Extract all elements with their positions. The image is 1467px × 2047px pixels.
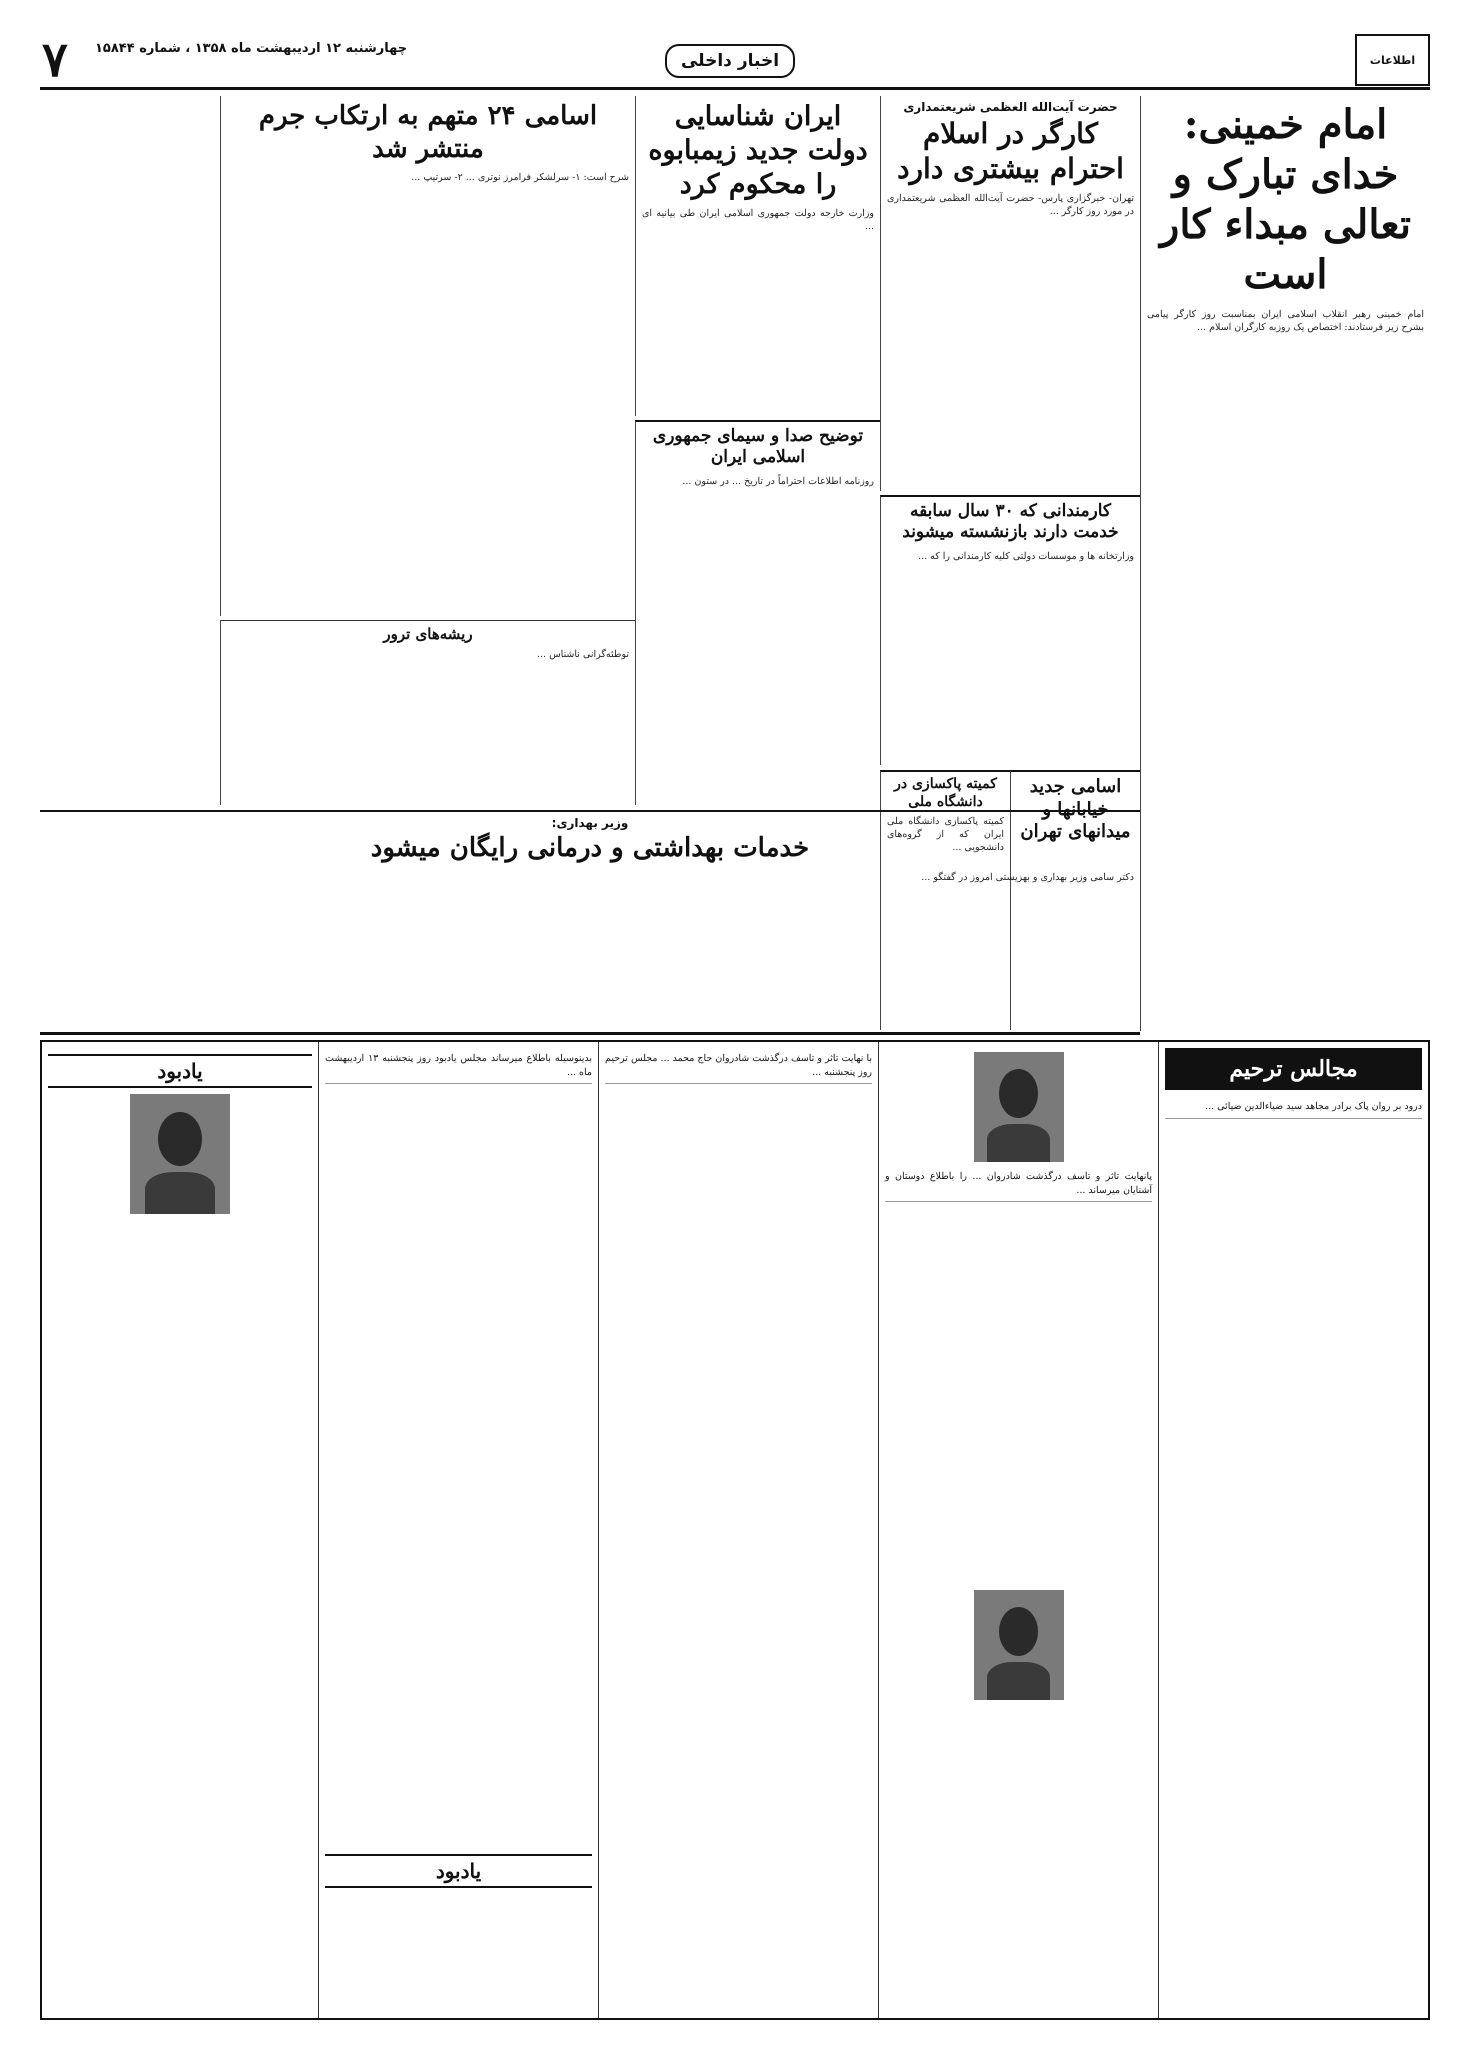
headline-broadcast: توضیح صدا و سیمای جمهوری اسلامی ایران xyxy=(652,426,864,468)
memorial-portrait xyxy=(130,1094,230,1214)
kicker-shariatmadari: حضرت آیت‌الله العظمی شریعتمداری xyxy=(903,100,1118,114)
headline-shariatmadari: کارگر در اسلام احترام بیشتری دارد xyxy=(897,117,1124,185)
recognition-column xyxy=(635,96,880,416)
khomeini-column xyxy=(1140,96,1430,1031)
notice-text-block xyxy=(885,1206,1152,1586)
notices-column-5 xyxy=(42,1042,318,2018)
headline-recognition: ایران شناسایی دولت جدید زیمبابوه را محکوم کرد xyxy=(648,101,868,200)
notice-text-block xyxy=(325,1894,592,1954)
retired-column xyxy=(880,495,1140,765)
headline-terror: ریشه‌های ترور xyxy=(383,625,473,643)
broadcast-column xyxy=(635,420,880,805)
notice-text-block xyxy=(48,1218,312,1958)
retired-body: وزارتخانه ها و موسسات دولتی کلیه کارمندانی را که ... xyxy=(918,550,1134,562)
page-number: ۷ xyxy=(42,32,68,88)
headline-retired: کارمندانی که ۳۰ سال سابقه خدمت دارند بازنشسته میشوند xyxy=(902,501,1119,543)
deceased-portrait xyxy=(974,1052,1064,1162)
headline-health: خدمات بهداشتی و درمانی رایگان میشود xyxy=(370,833,810,863)
headline-university: کمیته پاکسازی در دانشگاه ملی xyxy=(894,776,997,810)
headline-defendants: اسامی ۲۴ متهم به ارتکاب جرم منتشر شد xyxy=(258,101,598,164)
notice-item: پانهایت تاثر و تاسف درگذشت شادروان ... را باطلاع دوستان و آشنایان میرساند ... xyxy=(885,1166,1152,1202)
headline-khomeini: امام خمینی: خدای تبارک و تعالی مبداء کار است xyxy=(1160,101,1411,298)
notice-text-block xyxy=(325,1088,592,1848)
khomeini-body: امام خمینی رهبر انقلاب اسلامی ایران بمناسبت روز کارگر پیامی بشرح زیر فرستادند: اختصاص یک روزبه کارگران اسلام ... xyxy=(1147,309,1424,333)
shariatmadari-body: تهران- خبرگزاری پارس- حضرت آیت‌الله العظمی شریعتمداری در مورد روز کارگر ... xyxy=(887,193,1134,217)
article-text-block xyxy=(227,188,629,588)
terror-body: توطئه‌گرانی ناشناس ... xyxy=(537,648,629,660)
condolence-header: مجالس ترحیم xyxy=(1165,1048,1422,1090)
notice-item: با نهایت تاثر و تاسف درگذشت شادروان حاج محمد ... مجلس ترحیم روز پنجشنبه ... xyxy=(605,1048,872,1084)
article-text-block xyxy=(227,665,629,765)
newspaper-logo: اطلاعات xyxy=(1355,34,1430,86)
shariatmadari-column xyxy=(880,96,1140,491)
notice-text-block xyxy=(885,1704,1152,1944)
kicker-health: وزیر بهداری: xyxy=(551,816,629,830)
terror-column xyxy=(220,620,635,805)
notice-text-block xyxy=(1165,1123,1422,1883)
memorial-header-2: یادبود xyxy=(325,1854,592,1888)
article-text-block xyxy=(1147,338,1424,858)
notice-item: بدینوسیله باطلاع میرساند مجلس یادبود روز پنجشنبه ۱۳ اردیبهشت ماه ... xyxy=(325,1048,592,1084)
health-body: دکتر سامی وزیر بهداری و بهزیستی امروز در گفتگو ... xyxy=(921,871,1134,883)
defendants-column xyxy=(220,96,635,616)
defendants-body: شرح است: ۱- سرلشکر فرامرز نوتری ... ۲- سرتیپ ... xyxy=(411,172,629,183)
masthead xyxy=(40,30,1430,90)
article-text-block xyxy=(642,237,874,377)
article-text-block xyxy=(887,222,1134,452)
recognition-body: وزارت خارجه دولت جمهوری اسلامی ایران طی بیانیه ای ... xyxy=(642,208,874,233)
headline-street-names: اسامی جدید خیابانها و میدانهای تهران xyxy=(1020,776,1131,842)
deceased-portrait xyxy=(974,1590,1064,1700)
health-story xyxy=(40,810,1140,1035)
notice-item: درود بر روان پاک برادر مجاهد سید ضیاءالدین ضیائی ... xyxy=(1165,1096,1422,1119)
article-text-block xyxy=(46,888,1134,998)
issue-date: چهارشنبه ۱۲ اردیبهشت ماه ۱۳۵۸ ، شماره ۱۵۸۴۴ xyxy=(95,41,408,56)
newspaper-page xyxy=(40,30,1430,2020)
section-title: اخبار داخلی xyxy=(665,44,795,78)
notices-column-4 xyxy=(318,1042,598,2018)
notices-column-1 xyxy=(1158,1042,1428,2018)
university-body: کمیته پاکسازی دانشگاه ملی ایران که از گروه‌های دانشجویی ... xyxy=(887,816,1004,853)
notices-column-2 xyxy=(878,1042,1158,2018)
memorial-header: یادبود xyxy=(48,1054,312,1088)
notice-text-block xyxy=(605,1088,872,1988)
broadcast-body: روزنامه اطلاعات احتراماً در تاریخ ... در ستون ... xyxy=(682,475,874,487)
notices-column-3 xyxy=(598,1042,878,2018)
article-text-block xyxy=(887,567,1134,717)
article-text-block xyxy=(642,492,874,752)
notices-section xyxy=(40,1040,1430,2020)
